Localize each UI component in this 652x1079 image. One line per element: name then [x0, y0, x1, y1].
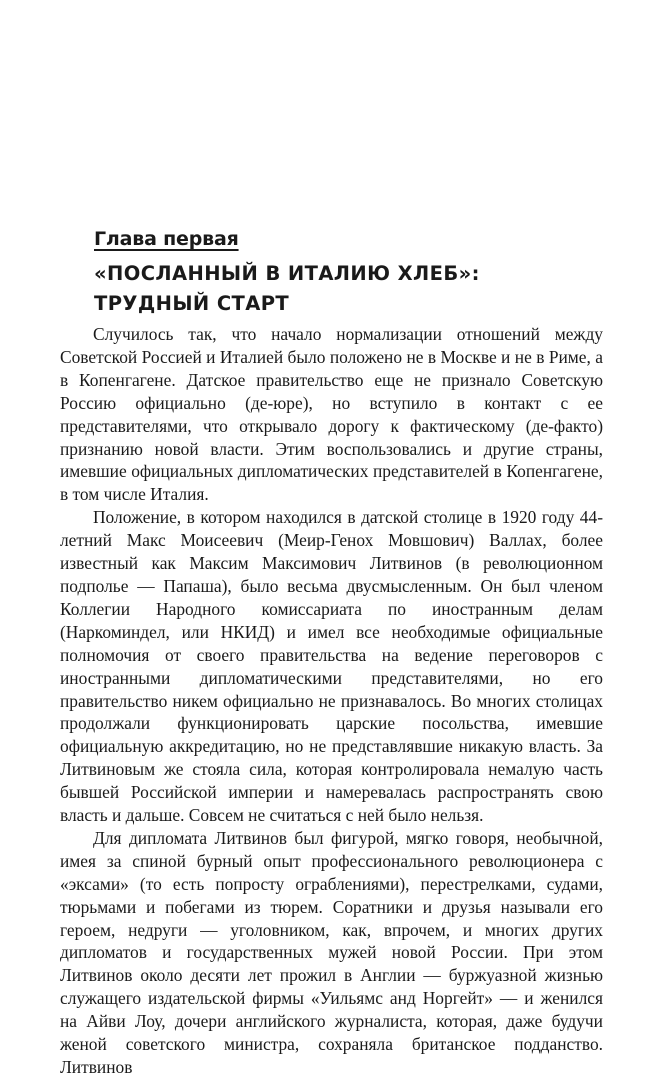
chapter-title-line: «ПОСЛАННЫЙ В ИТАЛИЮ ХЛЕБ»:	[94, 262, 480, 285]
body-text	[60, 323, 603, 1079]
paragraph: Случилось так, что начало нормализации отношений между Советской Россией и Италией было положено не в Москве и не в Риме, а в Копенгагене. Датское правительство еще не признало Советскую Россию официально (де-юре), но вступило в контакт с ее представителями, что открывало дорогу к фактическому (де-факто) признанию новой власти. Этим воспользовались и другие страны, имевшие официальных дипломатических представителей в Копенгагене, в том числе Италия.	[60, 324, 603, 505]
chapter-label: Глава первая	[94, 228, 239, 250]
chapter-title	[94, 259, 480, 319]
paragraph: Для дипломата Литвинов был фигурой, мягко говоря, необычной, имея за спиной бурный опыт профессионального революционера с «эксами» (то есть попросту ограблениями), перестрелками, судами, тюрьмами и побегами из тюрем. Соратники и друзья называли его героем, недруги — уголовником, как, впрочем, и многих других дипломатов и государственных мужей новой России. При этом Литвинов около десяти лет прожил в Англии — буржуазной жизнью служащего издательской фирмы «Уильямс анд Норгейт» — и женился на Айви Лоу, дочери английского журналиста, которая, даже будучи женой советского министра, сохраняла британское подданство. Литвинов	[60, 827, 603, 1077]
chapter-title-line: ТРУДНЫЙ СТАРТ	[94, 292, 290, 315]
paragraph: Положение, в котором находился в датской столице в 1920 году 44-летний Макс Моисеевич (Меир-Генох Мовшович) Валлах, более известный как Максим Максимович Литвинов (в революционном подполье — Папаша), было весьма двусмысленным. Он был членом Коллегии Народного комиссариата по иностранным делам (Наркоминдел, или НКИД) и имел все необходимые официальные полномочия от своего правительства на ведение переговоров с иностранными дипломатическими представителями, но его правительство никем официально не признавалось. Во многих столицах продолжали функционировать царские посольства, имевшие официальную аккредитацию, но не представлявшие никакую власть. За Литвиновым же стояла сила, которая контролировала немалую часть бывшей Российской империи и намеревалась распространять свою власть и дальше. Совсем не считаться с ней было нельзя.	[60, 507, 603, 826]
